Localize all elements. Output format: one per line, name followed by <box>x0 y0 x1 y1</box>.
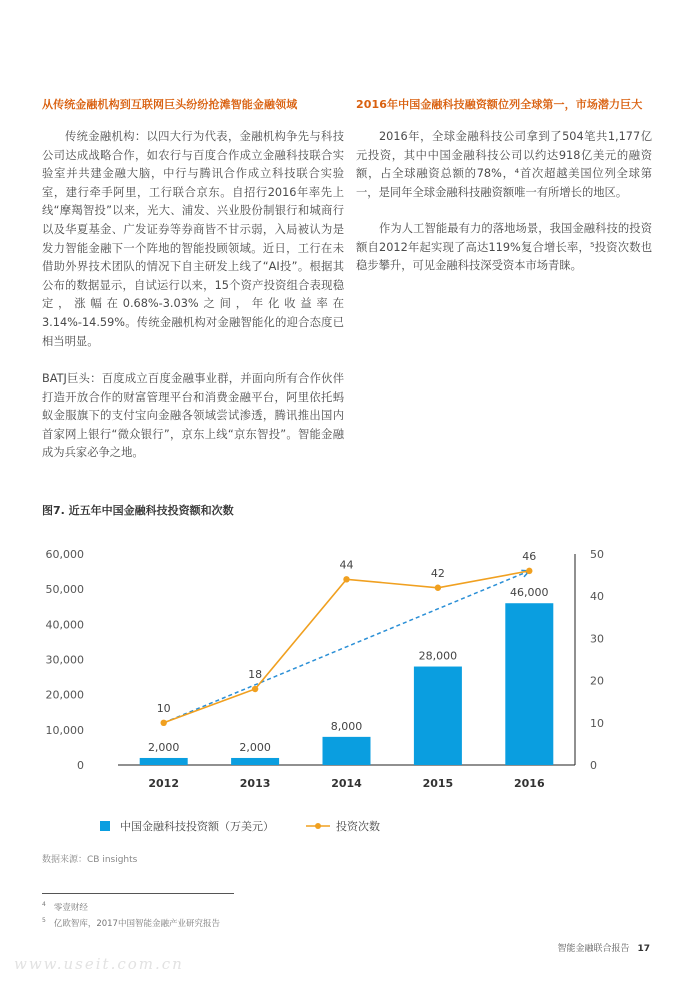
left-axis-tick-label: 60,000 <box>45 548 84 561</box>
right-axis-tick-label: 50 <box>590 548 604 561</box>
footnote-5 <box>42 917 220 929</box>
count-point-2015 <box>435 585 441 591</box>
bar-value-label: 2,000 <box>147 740 180 754</box>
bar-2015 <box>414 667 462 765</box>
footnote-4-text: 零壹财经 <box>53 903 88 913</box>
right-paragraph-1: 2016年，全球金融科技公司拿到了504笔共1,177亿元投资，其中中国金融科技公司以约达918亿美元的融资额，占全球融资总额的78%，⁴首次超越美国位列全球第一，是同年全球金融科技融资额唯一有所增长的地区。 <box>356 130 652 199</box>
x-axis-tick-label: 2013 <box>239 777 271 790</box>
investment-chart <box>0 520 694 795</box>
left-axis-tick-label: 30,000 <box>45 653 84 667</box>
count-value-label: 44 <box>339 558 354 572</box>
legend-label-count: 投资次数 <box>336 820 380 833</box>
trend-line <box>164 571 530 723</box>
footnote-4-number: 4 <box>42 901 46 909</box>
left-axis-tick-label: 40,000 <box>45 618 84 632</box>
left-axis-tick-label: 0 <box>77 759 84 772</box>
right-paragraph-2: 作为人工智能最有力的落地场景，我国金融科技的投资额自2012年起实现了高达119%复合增长率，⁵投资次数也稳步攀升，可见金融科技深受资本市场青睐。 <box>356 222 652 273</box>
figure-title: 图7. 近五年中国金融科技投资额和次数 <box>42 504 234 517</box>
legend-swatch-bar <box>100 821 110 831</box>
count-point-2014 <box>343 576 349 582</box>
figure-source: 数据来源：CB insights <box>42 855 138 865</box>
bar-value-label: 46,000 <box>510 586 549 600</box>
left-axis-tick-label: 50,000 <box>45 583 84 597</box>
footnote-4 <box>42 901 88 913</box>
bar-2014 <box>323 737 371 765</box>
x-axis-tick-label: 2012 <box>148 777 180 790</box>
left-section-heading: 从传统金融机构到互联网巨头纷纷抢滩智能金融领域 <box>42 98 298 111</box>
count-point-2012 <box>161 720 167 726</box>
bar-value-label: 28,000 <box>418 649 458 663</box>
x-axis-tick-label: 2016 <box>513 777 545 790</box>
x-axis-tick-label: 2015 <box>422 777 454 790</box>
left-paragraph-1: 传统金融机构：以四大行为代表，金融机构争先与科技公司达成战略合作，如农行与百度合作成立金融科技联合实验室并共建金融大脑，中行与腾讯合作成立科技联合实验室，建行牵手阿里，工行联合京东。自招行2016年率先上线“摩羯智投”以来，光大、浦发、兴业股份制银行和城商行以及华夏基金、广发证券等券商皆不甘示弱，入局被认为是发力智能金融下一个阵地的智能投顾领域。近日，工行在未借助外界技术团队的情况下自主研发上线了“AI投”。根据其公布的数据显示，自试运行以来，15个资产投资组合表现稳定，涨幅在0.68%-3.03%之间，年化收益率在3.14%-14.59%。传统金融机构对金融智能化的迎合态度已相当明显。 <box>42 130 344 348</box>
watermark: www.useit.com.cn <box>14 955 184 973</box>
bar-2012 <box>140 758 188 765</box>
legend-item-count <box>306 818 380 834</box>
count-value-label: 46 <box>522 549 537 563</box>
page-footer <box>557 941 650 954</box>
right-axis-tick-label: 20 <box>590 674 604 688</box>
left-axis-tick-label: 20,000 <box>45 688 84 702</box>
legend-swatch-line <box>306 821 330 831</box>
left-paragraph-2: BATJ巨头：百度成立百度金融事业群，并面向所有合作伙伴打造开放合作的财富管理平台和消费金融平台，阿里依托蚂蚁金服旗下的支付宝向金融各领域尝试渗透，腾讯推出国内首家网上银行“微众银行”，京东上线“京东智投”。智能金融成为兵家必争之地。 <box>42 372 344 460</box>
bar-2016 <box>505 603 553 765</box>
count-value-label: 42 <box>430 566 445 580</box>
footnote-5-number: 5 <box>42 917 46 925</box>
left-axis-tick-label: 10,000 <box>45 723 84 737</box>
footnote-5-text: 亿欧智库，2017中国智能金融产业研究报告 <box>53 919 220 929</box>
count-point-2016 <box>526 568 532 574</box>
right-axis-tick-label: 40 <box>590 590 604 604</box>
x-axis-tick-label: 2014 <box>331 777 362 790</box>
count-value-label: 18 <box>248 668 263 682</box>
right-axis-tick-label: 0 <box>590 759 597 772</box>
right-section-heading: 2016年中国金融科技融资额位列全球第一，市场潜力巨大 <box>356 98 643 111</box>
legend-label-amount: 中国金融科技投资额（万美元） <box>120 820 274 833</box>
bar-value-label: 2,000 <box>239 740 271 754</box>
footnote-divider <box>42 893 234 894</box>
page-number: 17 <box>637 944 650 954</box>
footer-report-name: 智能金融联合报告 <box>557 944 630 954</box>
bar-2013 <box>231 758 279 765</box>
legend-item-amount <box>100 818 274 834</box>
count-point-2013 <box>252 686 258 692</box>
count-value-label: 10 <box>156 701 171 715</box>
right-axis-tick-label: 10 <box>590 716 604 730</box>
bar-value-label: 8,000 <box>330 719 363 733</box>
right-axis-tick-label: 30 <box>590 632 604 646</box>
